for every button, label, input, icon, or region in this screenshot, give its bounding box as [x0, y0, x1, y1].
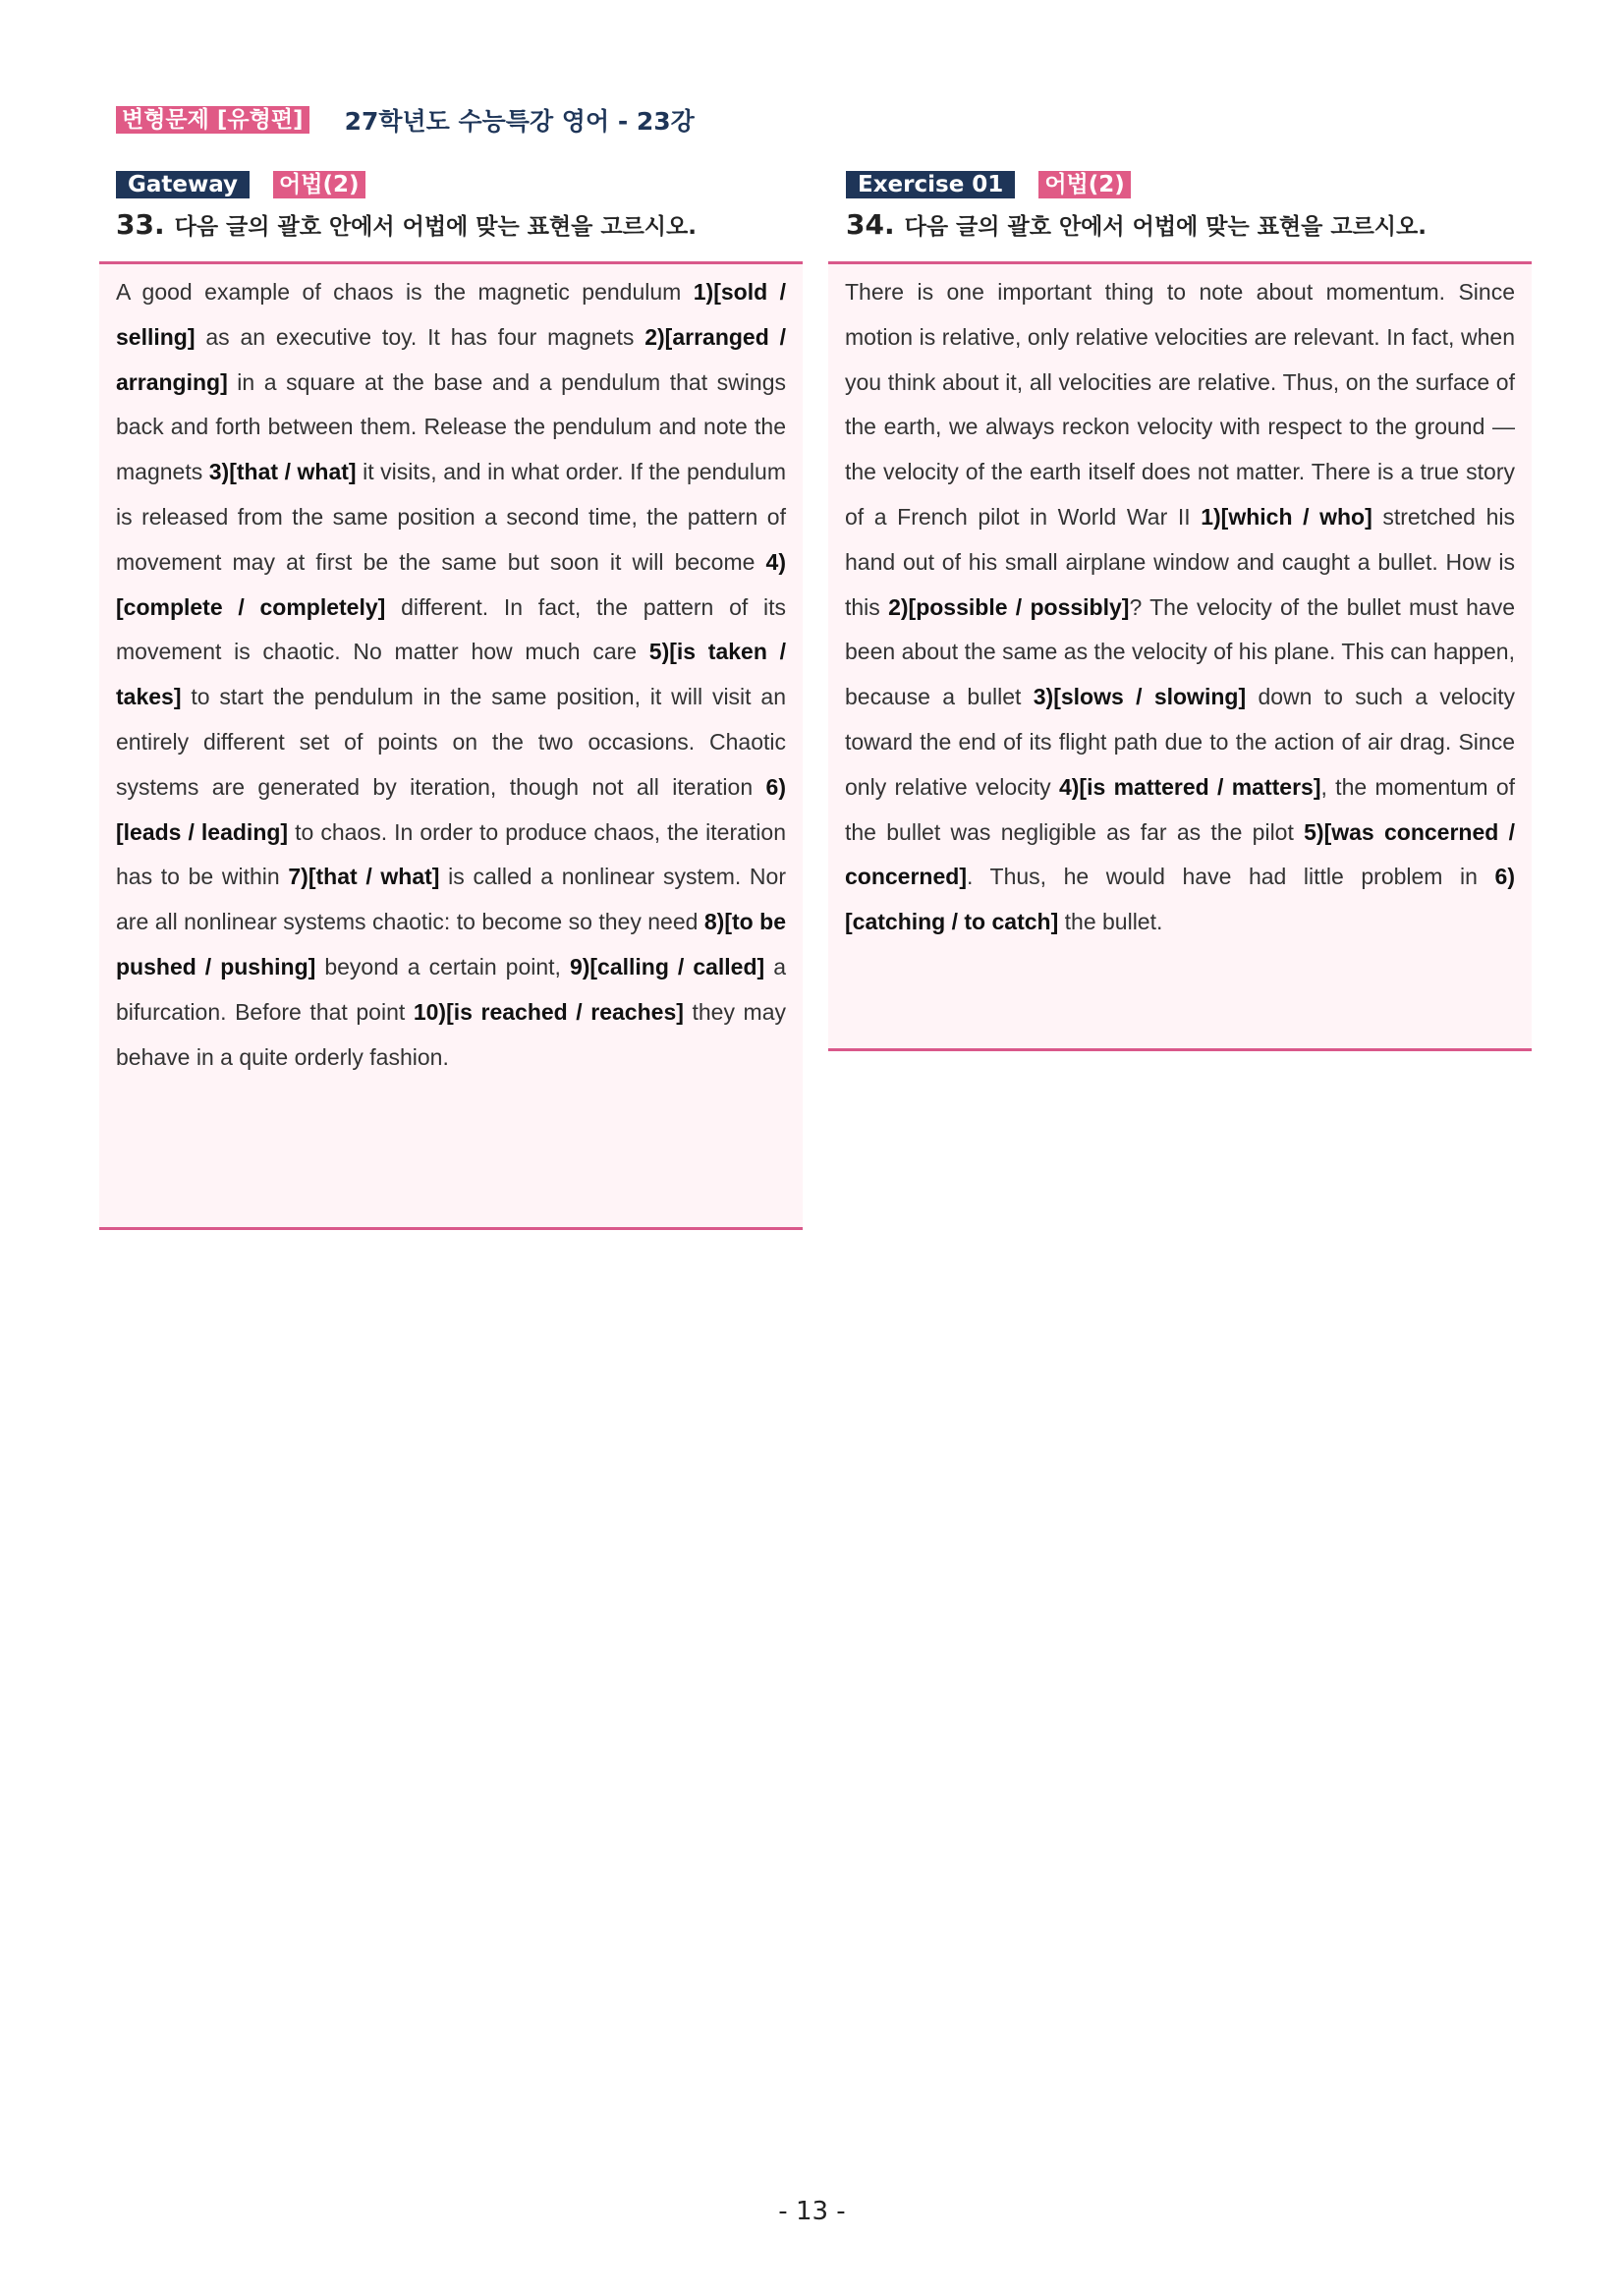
left-passage	[116, 270, 786, 1080]
passage-text: stretched his hand out of his small airplane window and caught a bullet. How is this	[845, 503, 1515, 620]
blank-choice: 5)[was concerned / concerned]	[845, 818, 1515, 890]
blank-choice: 6)[leads / leading]	[116, 773, 786, 845]
blank-choice: 9)[calling / called]	[569, 953, 765, 980]
passage-text: a bifurcation. Before that point	[116, 953, 786, 1025]
passage-text: as an executive toy. It has four magnets	[195, 323, 645, 350]
blank-choice: 1)[which / who]	[1201, 503, 1372, 530]
blank-choice: 3)[slows / slowing]	[1033, 684, 1247, 710]
blank-choice: 6)[catching / to catch]	[845, 864, 1515, 935]
page-number: - 13 -	[778, 2197, 846, 2226]
passage-text: is called a nonlinear system. Nor are all nonlinear systems chaotic: to become so they need	[116, 864, 786, 935]
passage-text: , the momentum of the bullet was negligible as far as the pilot	[845, 773, 1515, 845]
left-type-label: 어법(2)	[273, 171, 364, 198]
right-section-label: Exercise 01	[846, 171, 1015, 198]
blank-choice: 2)[arranged / arranging]	[116, 323, 786, 395]
passage-text: different. In fact, the pattern of its movement is chaotic. No matter how much care	[116, 593, 786, 665]
left-section-label: Gateway	[116, 171, 250, 198]
right-type-label: 어법(2)	[1038, 171, 1130, 198]
passage-text: it visits, and in what order. If the pendulum is released from the same position a second time, the pattern of movement may at first be the same but soon it will become	[116, 459, 786, 575]
passage-text: A good example of chaos is the magnetic pendulum	[116, 279, 694, 305]
passage-text: the bullet.	[1058, 909, 1163, 935]
right-question-number: 34.	[846, 208, 895, 241]
header-title: 27학년도 수능특강 영어 - 23강	[344, 107, 695, 136]
left-tags	[116, 171, 365, 198]
passage-text: they may behave in a quite orderly fashion.	[116, 998, 786, 1070]
page-header	[116, 104, 695, 136]
left-question	[116, 208, 697, 241]
right-passage	[845, 270, 1515, 945]
blank-choice: 1)[sold / selling]	[116, 279, 787, 350]
right-passage-box	[828, 261, 1532, 1051]
left-question-number: 33.	[116, 208, 165, 241]
passage-text: to start the pendulum in the same position, it will visit an entirely different set of points on the two occasions. Chaotic systems are generated by iteration, though not all iteration	[116, 684, 786, 800]
blank-choice: 8)[to be pushed / pushing]	[116, 909, 786, 980]
blank-choice: 5)[is taken / takes]	[116, 639, 786, 710]
blank-choice: 4)[complete / completely]	[116, 548, 786, 620]
passage-text: There is one important thing to note about momentum. Since motion is relative, only relative velocities are relevant. In fact, when you think about it, all velocities are relative. Thus, on the surface of the earth, we always reckon velocity with respect to the ground — the velocity of the earth itself does not matter. There is a true story of a French pilot in World War II	[845, 279, 1515, 530]
right-question	[846, 208, 1427, 241]
blank-choice: 3)[that / what]	[208, 459, 357, 485]
blank-choice: 2)[possible / possibly]	[888, 593, 1130, 620]
blank-choice: 7)[that / what]	[288, 864, 440, 890]
passage-text: to chaos. In order to produce chaos, the iteration has to be within	[116, 818, 786, 890]
passage-text: ? The velocity of the bullet must have been about the same as the velocity of his plane. This can happen, because a bullet	[845, 593, 1516, 710]
passage-text: . Thus, he would have had little problem in	[966, 864, 1495, 890]
left-passage-box	[99, 261, 803, 1230]
passage-text: beyond a certain point,	[315, 953, 570, 980]
passage-text: in a square at the base and a pendulum that swings back and forth between them. Release the pendulum and note the magnets	[116, 368, 786, 485]
left-question-text: 다음 글의 괄호 안에서 어법에 맞는 표현을 고르시오.	[174, 214, 697, 240]
blank-choice: 4)[is mattered / matters]	[1058, 773, 1321, 800]
blank-choice: 10)[is reached / reaches]	[413, 998, 684, 1025]
right-question-text: 다음 글의 괄호 안에서 어법에 맞는 표현을 고르시오.	[904, 214, 1427, 240]
passage-text: down to such a velocity toward the end of its flight path due to the action of air drag. Since only relative velocity	[845, 684, 1516, 800]
right-tags	[846, 171, 1131, 198]
header-tag: 변형문제 [유형편]	[116, 106, 309, 134]
